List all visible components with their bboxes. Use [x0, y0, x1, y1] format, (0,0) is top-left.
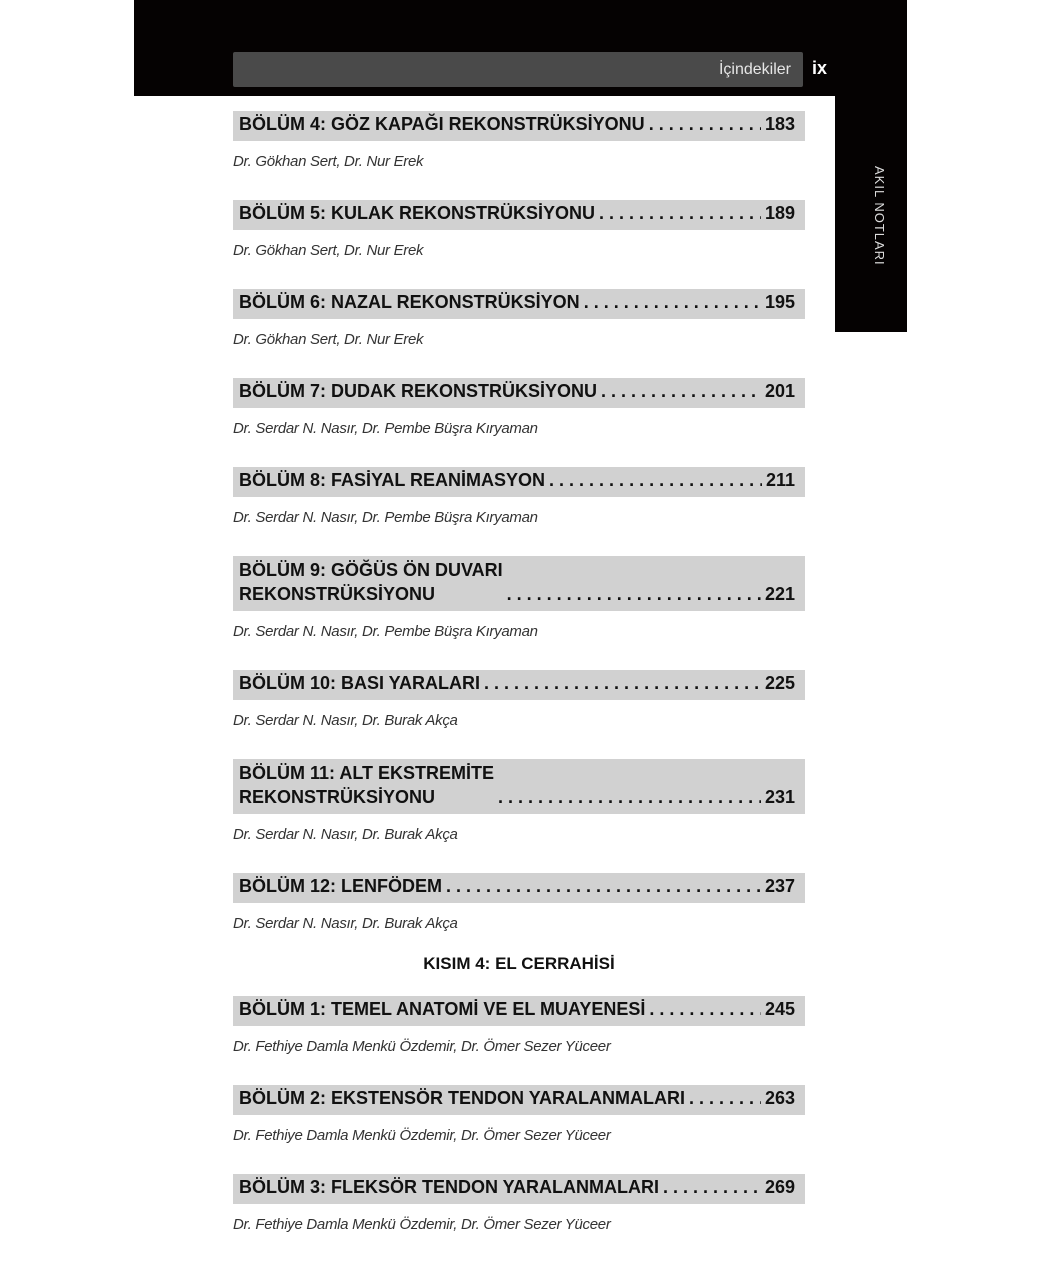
chapter-title: BÖLÜM 9: GÖĞÜS ÖN DUVARI REKONSTRÜKSİYONU: [239, 560, 503, 604]
toc-entry[interactable]: [233, 1085, 805, 1115]
chapter-authors: Dr. Fethiye Damla Menkü Özdemir, Dr. Ömer Sezer Yüceer: [233, 1038, 611, 1055]
side-tab-label: AKIL NOTLARI: [872, 166, 887, 266]
dot-leader: [645, 997, 761, 1021]
chapter-title: BÖLÜM 11: ALT EKSTREMİTE REKONSTRÜKSİYONU: [239, 763, 495, 807]
chapter-authors: Dr. Gökhan Sert, Dr. Nur Erek: [233, 242, 424, 259]
toc-entry[interactable]: [233, 556, 805, 611]
toc-entry[interactable]: [233, 200, 805, 230]
toc-entry[interactable]: [233, 378, 805, 408]
dot-leader: [580, 290, 761, 314]
chapter-page: 183: [764, 114, 795, 134]
dot-leader: [685, 1086, 761, 1110]
side-tab-label-wrap: [835, 96, 907, 332]
toc-entry[interactable]: [233, 873, 805, 903]
chapter-authors: Dr. Gökhan Sert, Dr. Nur Erek: [233, 153, 424, 170]
dot-leader: [597, 379, 761, 403]
chapter-authors: Dr. Serdar N. Nasır, Dr. Pembe Büşra Kıryaman: [233, 509, 538, 526]
chapter-authors: Dr. Serdar N. Nasır, Dr. Burak Akça: [233, 826, 458, 843]
chapter-page: 225: [764, 673, 795, 693]
chapter-page: 245: [764, 999, 795, 1019]
toc-entry[interactable]: [233, 467, 805, 497]
chapter-authors: Dr. Serdar N. Nasır, Dr. Pembe Büşra Kıryaman: [233, 623, 538, 640]
chapter-title: BÖLÜM 10: BASI YARALARI: [239, 673, 481, 693]
chapter-title: BÖLÜM 2: EKSTENSÖR TENDON YARALANMALARI: [239, 1088, 686, 1108]
toc-entry[interactable]: [233, 1174, 805, 1204]
chapter-authors: Dr. Fethiye Damla Menkü Özdemir, Dr. Ömer Sezer Yüceer: [233, 1127, 611, 1144]
chapter-page: 221: [764, 584, 795, 604]
chapter-title: BÖLÜM 12: LENFÖDEM: [239, 876, 443, 896]
section-title: İçindekiler: [718, 60, 791, 78]
dot-leader: [545, 468, 762, 492]
dot-leader: [442, 874, 761, 898]
toc-entry[interactable]: [233, 111, 805, 141]
section-header-bar: [233, 52, 803, 87]
chapter-page: 189: [764, 203, 795, 223]
chapter-page: 263: [764, 1088, 795, 1108]
toc-entry[interactable]: [233, 670, 805, 700]
chapter-authors: Dr. Serdar N. Nasır, Dr. Burak Akça: [233, 712, 458, 729]
chapter-authors: Dr. Gökhan Sert, Dr. Nur Erek: [233, 331, 424, 348]
chapter-authors: Dr. Serdar N. Nasır, Dr. Pembe Büşra Kıryaman: [233, 420, 538, 437]
page-number: ix: [812, 58, 828, 78]
part-heading: KISIM 4: EL CERRAHİSİ: [423, 954, 615, 973]
chapter-page: 201: [764, 381, 795, 401]
dot-leader: [503, 582, 761, 606]
chapter-title: BÖLÜM 3: FLEKSÖR TENDON YARALANMALARI: [239, 1177, 660, 1197]
chapter-page: 237: [764, 876, 795, 896]
chapter-title: BÖLÜM 7: DUDAK REKONSTRÜKSİYONU: [239, 381, 598, 401]
chapter-title: BÖLÜM 5: KULAK REKONSTRÜKSİYONU: [239, 203, 596, 223]
chapter-title: BÖLÜM 4: GÖZ KAPAĞI REKONSTRÜKSİYONU: [239, 114, 645, 134]
chapter-title: BÖLÜM 1: TEMEL ANATOMİ VE EL MUAYENESİ: [239, 999, 646, 1019]
dot-leader: [659, 1175, 761, 1199]
dot-leader: [645, 112, 761, 136]
chapter-title: BÖLÜM 8: FASİYAL REANİMASYON: [239, 470, 546, 490]
table-of-contents: [233, 111, 805, 1263]
chapter-page: 269: [764, 1177, 795, 1197]
dot-leader: [595, 201, 761, 225]
chapter-page: 231: [764, 787, 795, 807]
toc-entry[interactable]: [233, 996, 805, 1026]
dot-leader: [480, 671, 761, 695]
dot-leader: [494, 785, 761, 809]
toc-entry[interactable]: [233, 759, 805, 814]
toc-entry[interactable]: [233, 289, 805, 319]
chapter-page: 195: [764, 292, 795, 312]
chapter-authors: Dr. Fethiye Damla Menkü Özdemir, Dr. Ömer Sezer Yüceer: [233, 1216, 611, 1233]
chapter-title: BÖLÜM 6: NAZAL REKONSTRÜKSİYON: [239, 292, 580, 312]
chapter-authors: Dr. Serdar N. Nasır, Dr. Burak Akça: [233, 915, 458, 932]
chapter-page: 211: [765, 470, 795, 490]
